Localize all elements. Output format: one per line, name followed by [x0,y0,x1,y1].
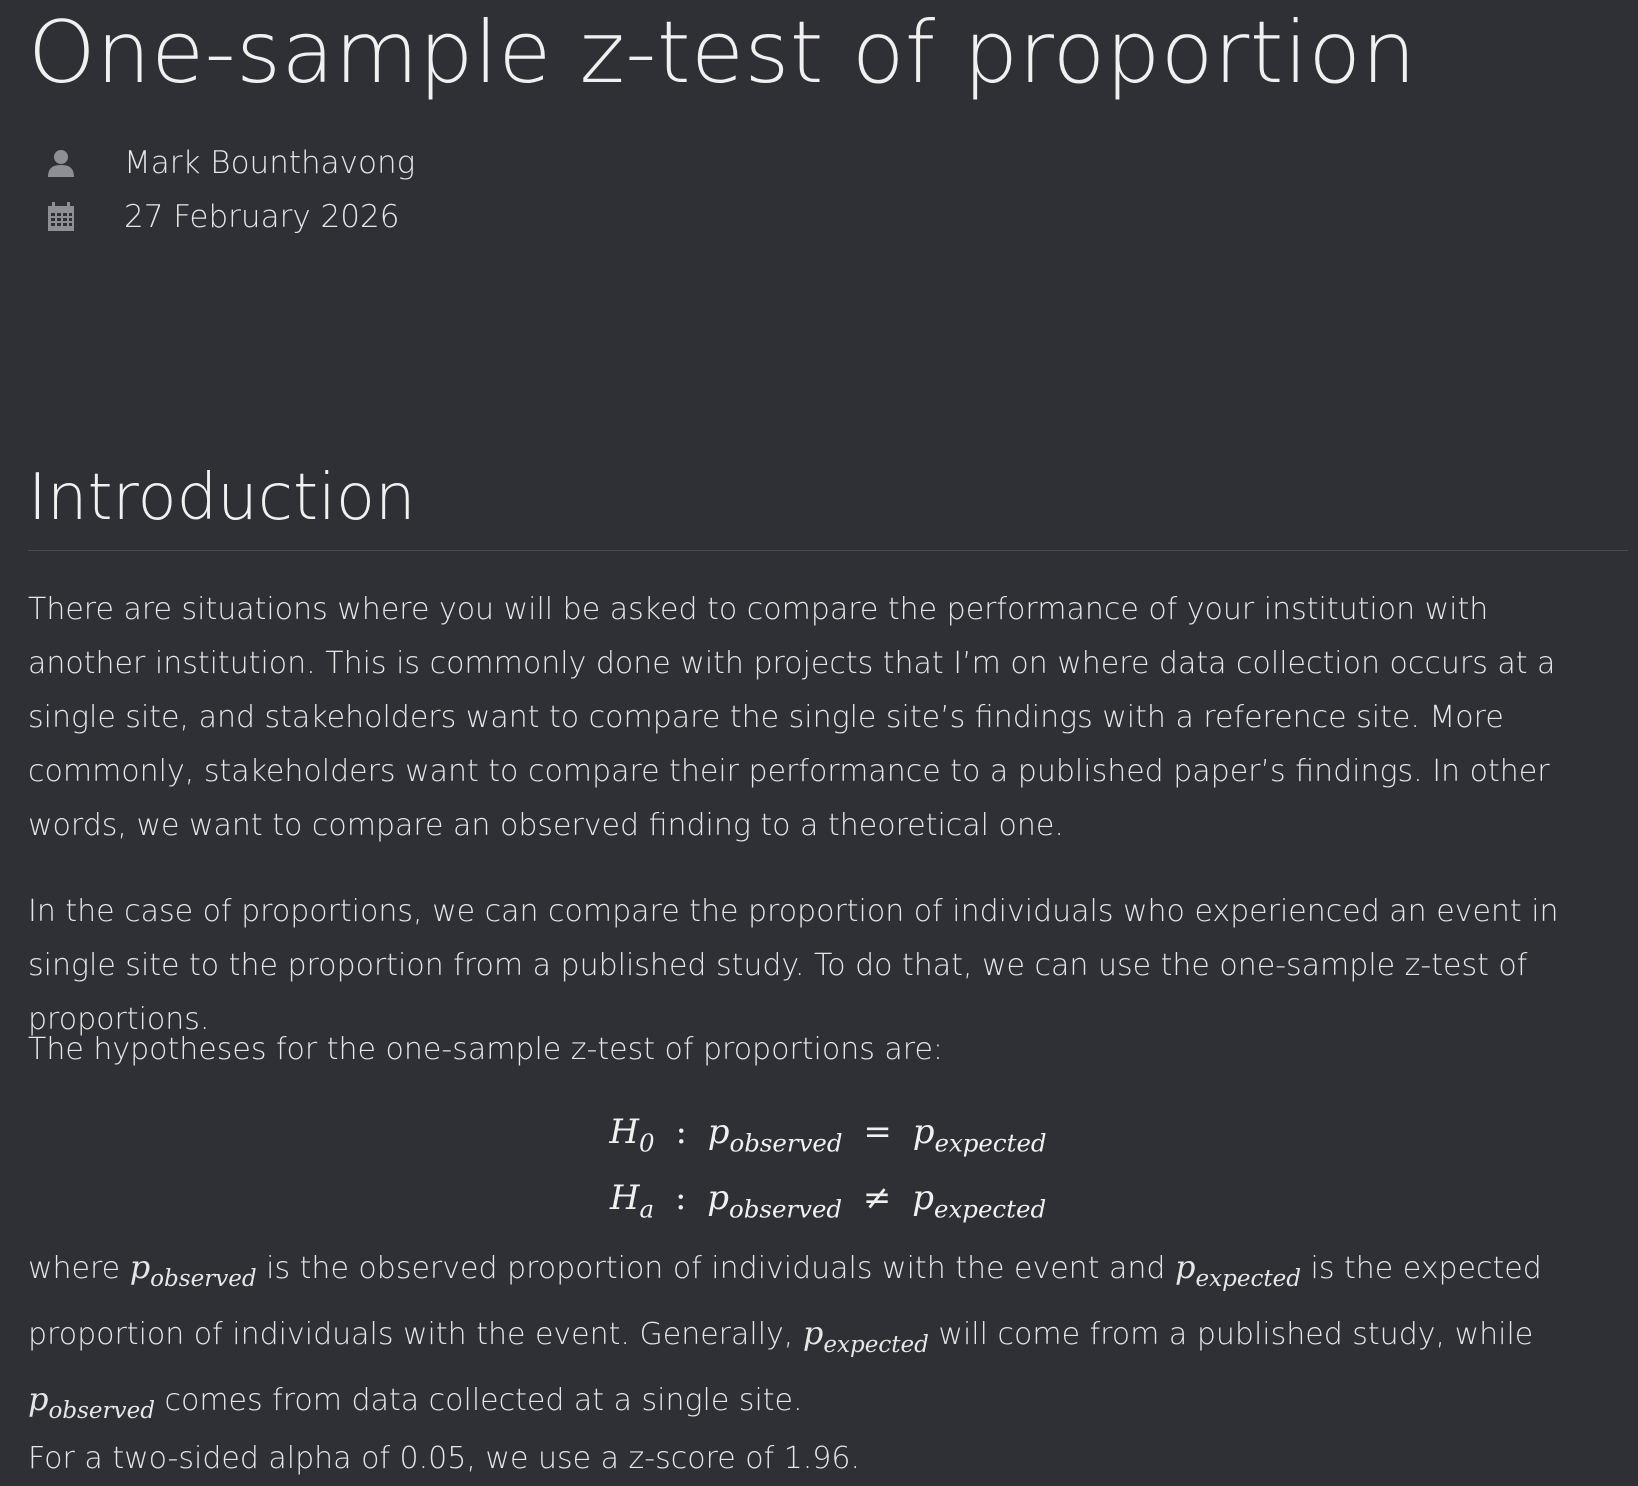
math-p-observed: $p_{observed}$ [28,1380,155,1425]
math-p-expected: $p_{expected}$ [802,1314,929,1359]
page-title: One-sample z-test of proportion [28,3,1417,103]
null-hypothesis: $H_0$ : $p_{observed} = p_{expected}$ [609,1112,1047,1158]
section-heading-introduction: Introduction [28,461,416,535]
paragraph-alpha: For a two-sided alpha of 0.05, we use a z-score of 1.96. [28,1441,861,1476]
paragraph-definitions: where $p_{observed}$ is the observed proportion of individuals with the event and $p_{expected}$ is the expected proportion of individuals with the event. Generally, $p_{expected}$ will come from a published study, while $p_{observed}$ comes from data collected at a single site. [28,1248,1542,1425]
date-row [46,190,415,244]
paragraph-proportions: In the case of proportions, we can compare the proportion of individuals who experienced an event in single site to the proportion from a published study. To do that, we can use the one-sample z-test of proportions. [28,894,1559,1037]
hypotheses-equations [28,1105,1628,1236]
math-p-observed: $p_{observed}$ [129,1248,257,1293]
author-row [46,136,415,190]
alternative-hypothesis: $H_a$ : $p_{observed} \ne p_{expected}$ [609,1177,1047,1224]
author-name: Mark Bounthavong [124,145,416,181]
calendar-icon [46,202,76,232]
paragraph-intro: There are situations where you will be asked to compare the performance of your institution with another institution. This is commonly done with projects that I’m on where data collection occurs at a single site, and stakeholders want to compare the single site’s findings with a reference site. More commonly, stakeholders want to compare their performance to a published paper’s findings. In other words, we want to compare an observed finding to a theoretical one. [28,592,1556,843]
paragraph-hypotheses-lead: The hypotheses for the one-sample z-test of proportions are: [28,1032,944,1067]
math-p-expected: $p_{expected}$ [1174,1248,1301,1293]
user-icon [46,148,76,178]
post-date: 27 February 2026 [124,199,400,235]
post-meta [46,136,415,244]
section-divider [28,550,1628,551]
